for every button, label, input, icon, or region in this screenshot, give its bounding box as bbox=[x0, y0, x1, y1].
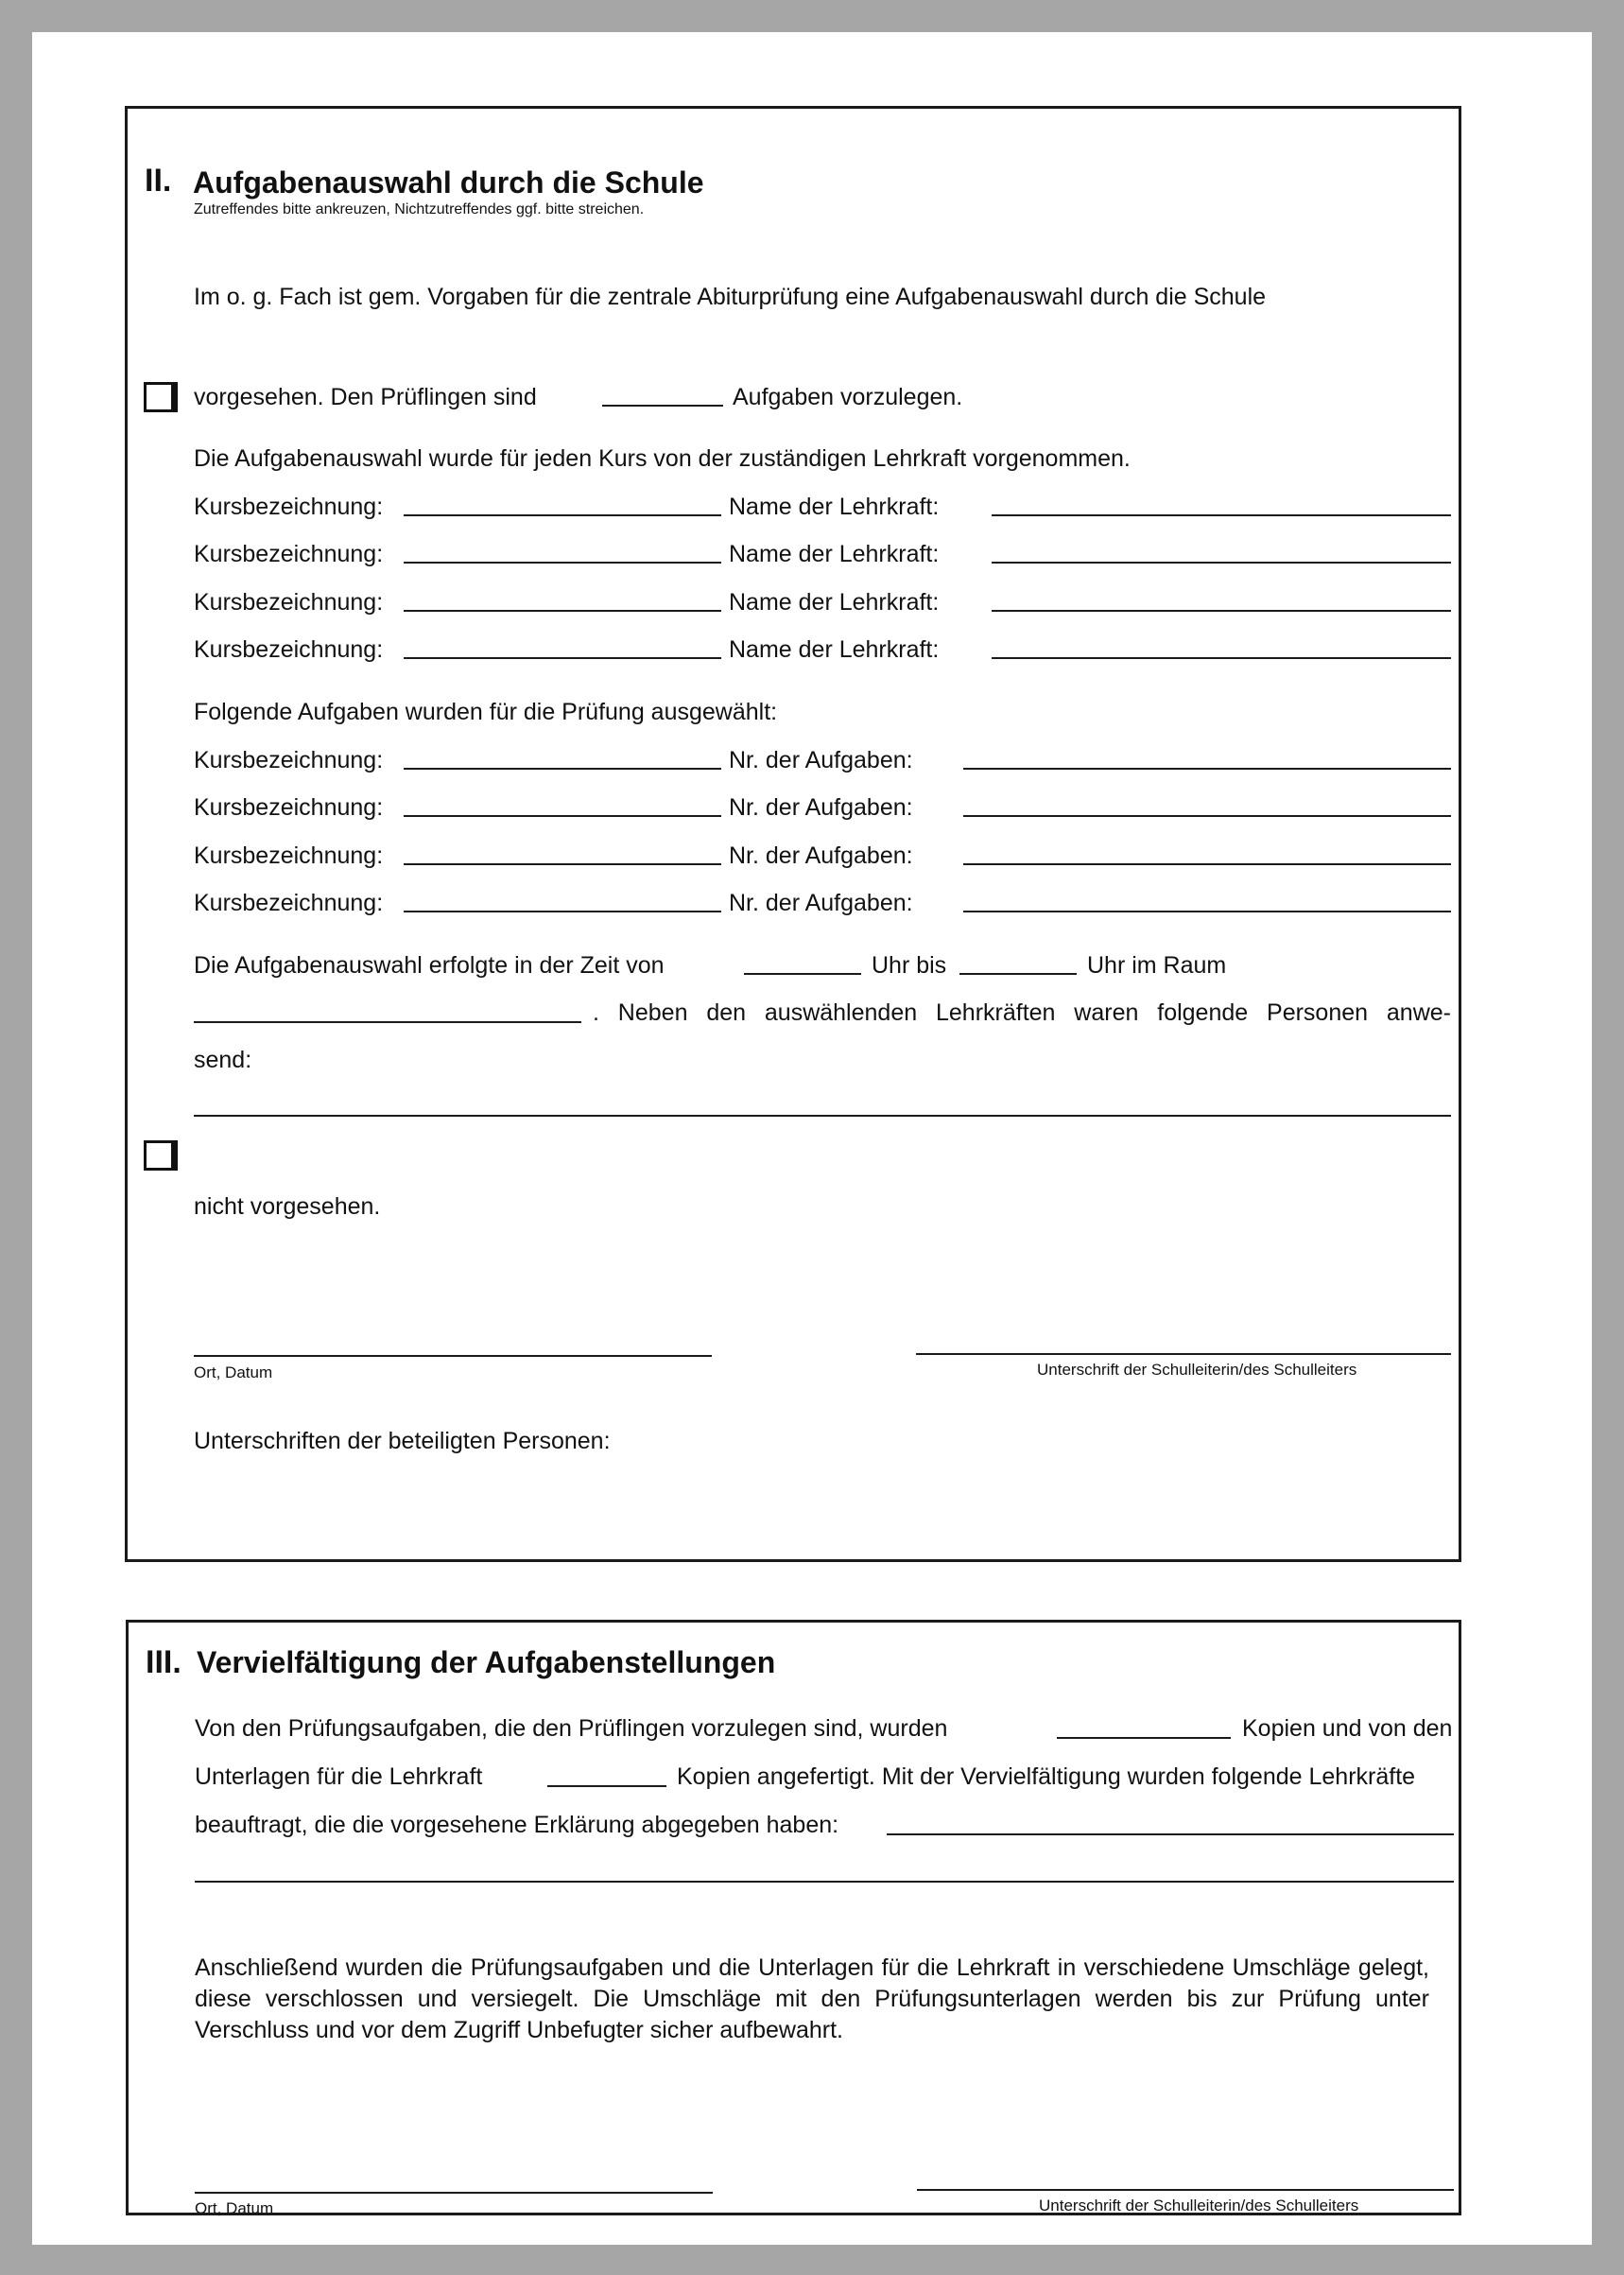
task-count-field[interactable] bbox=[602, 405, 723, 407]
time-prefix: Die Aufgabenauswahl erfolgte in der Zeit von bbox=[194, 952, 665, 979]
course-field[interactable] bbox=[404, 911, 721, 912]
course-field[interactable] bbox=[404, 815, 721, 817]
course-label: Kursbezeichnung: bbox=[194, 794, 384, 821]
option-yes-suffix: Aufgaben vorzulegen. bbox=[733, 384, 963, 410]
teacher-field[interactable] bbox=[992, 657, 1451, 659]
course-field[interactable] bbox=[404, 657, 721, 659]
place-date-field[interactable] bbox=[194, 1355, 712, 1357]
copies-line1-suffix: Kopien und von den bbox=[1242, 1715, 1453, 1742]
section-number: II. bbox=[145, 163, 172, 199]
teacher-label: Name der Lehrkraft: bbox=[729, 494, 940, 520]
tasks-intro: Folgende Aufgaben wurden für die Prüfung ausgewählt: bbox=[194, 699, 778, 725]
copies-count-field[interactable] bbox=[1057, 1737, 1231, 1739]
teacher-field[interactable] bbox=[992, 610, 1451, 612]
tasks-label: Nr. der Aufgaben: bbox=[729, 747, 913, 773]
course-field[interactable] bbox=[404, 863, 721, 865]
signature-field[interactable] bbox=[917, 2189, 1454, 2191]
tasks-field[interactable] bbox=[963, 768, 1451, 770]
section-iii-box bbox=[126, 1620, 1461, 2215]
copies-line3: beauftragt, die die vorgesehene Erklärung abgegeben haben: bbox=[195, 1812, 839, 1838]
participants-label: Unterschriften der beteiligten Personen: bbox=[194, 1428, 611, 1454]
room-field[interactable] bbox=[194, 1021, 581, 1023]
section-number: III. bbox=[146, 1644, 181, 1680]
teacher-field[interactable] bbox=[992, 514, 1451, 516]
place-date-field[interactable] bbox=[195, 2192, 713, 2194]
intro-text: Im o. g. Fach ist gem. Vorgaben für die zentrale Abiturprüfung eine Aufgabenauswahl durch die Schule bbox=[194, 284, 1267, 310]
tasks-field[interactable] bbox=[963, 815, 1451, 817]
course-field[interactable] bbox=[404, 610, 721, 612]
teacher-label: Name der Lehrkraft: bbox=[729, 541, 940, 567]
time-from-field[interactable] bbox=[744, 973, 861, 975]
copies-line2-prefix: Unterlagen für die Lehrkraft bbox=[195, 1763, 483, 1790]
tasks-label: Nr. der Aufgaben: bbox=[729, 842, 913, 869]
section-instruction: Zutreffendes bitte ankreuzen, Nichtzutreffendes ggf. bitte streichen. bbox=[194, 201, 645, 217]
option-yes-prefix: vorgesehen. Den Prüflingen sind bbox=[194, 384, 537, 410]
time-to-field[interactable] bbox=[959, 973, 1077, 975]
place-date-label: Ort, Datum bbox=[194, 1363, 273, 1381]
checkbox-vorgesehen[interactable] bbox=[144, 382, 178, 412]
signature-field[interactable] bbox=[916, 1353, 1451, 1355]
time-mid: Uhr bis bbox=[872, 952, 947, 979]
present-text: . Neben den auswählenden Lehrkräften waren folgende Personen anwe- bbox=[593, 999, 1451, 1026]
closing-paragraph: Anschließend wurden die Prüfungsaufgaben und die Unterlagen für die Lehrkraft in verschiedene Umschläge gelegt, diese verschlossen und versiegelt. Die Umschläge mit den Prüfungsunterlagen werden bis zur Prüfung unter Verschluss und vor dem Zugriff Unbefugter sicher aufbewahrt. bbox=[195, 1954, 1429, 2043]
signature-label: Unterschrift der Schulleiterin/des Schulleiters bbox=[1039, 2197, 1359, 2214]
teacher-label: Name der Lehrkraft: bbox=[729, 589, 940, 616]
option-no: nicht vorgesehen. bbox=[194, 1193, 381, 1220]
course-field[interactable] bbox=[404, 768, 721, 770]
teachers-field-cont[interactable] bbox=[195, 1881, 1454, 1883]
course-label: Kursbezeichnung: bbox=[194, 589, 384, 616]
course-label: Kursbezeichnung: bbox=[194, 541, 384, 567]
checkbox-nicht-vorgesehen[interactable] bbox=[144, 1140, 178, 1171]
teachers-field[interactable] bbox=[887, 1833, 1454, 1835]
teacher-intro: Die Aufgabenauswahl wurde für jeden Kurs von der zuständigen Lehrkraft vorgenommen. bbox=[194, 445, 1131, 472]
course-field[interactable] bbox=[404, 562, 721, 564]
course-label: Kursbezeichnung: bbox=[194, 890, 384, 916]
tasks-field[interactable] bbox=[963, 863, 1451, 865]
time-suffix: Uhr im Raum bbox=[1087, 952, 1227, 979]
copies-line2-suffix: Kopien angefertigt. Mit der Vervielfältigung wurden folgende Lehrkräfte bbox=[677, 1763, 1416, 1790]
teacher-field[interactable] bbox=[992, 562, 1451, 564]
present-persons-field[interactable] bbox=[194, 1115, 1451, 1117]
form-page bbox=[32, 32, 1592, 2245]
teacher-label: Name der Lehrkraft: bbox=[729, 636, 940, 663]
place-date-label: Ort, Datum bbox=[195, 2199, 274, 2217]
section-ii-box bbox=[125, 106, 1461, 1562]
course-label: Kursbezeichnung: bbox=[194, 842, 384, 869]
course-field[interactable] bbox=[404, 514, 721, 516]
course-label: Kursbezeichnung: bbox=[194, 636, 384, 663]
tasks-label: Nr. der Aufgaben: bbox=[729, 890, 913, 916]
tasks-label: Nr. der Aufgaben: bbox=[729, 794, 913, 821]
section-title: Aufgabenauswahl durch die Schule bbox=[193, 165, 704, 200]
tasks-field[interactable] bbox=[963, 911, 1451, 912]
signature-label: Unterschrift der Schulleiterin/des Schulleiters bbox=[1037, 1361, 1357, 1379]
teacher-copies-field[interactable] bbox=[547, 1785, 666, 1787]
course-label: Kursbezeichnung: bbox=[194, 494, 384, 520]
course-label: Kursbezeichnung: bbox=[194, 747, 384, 773]
copies-line1-prefix: Von den Prüfungsaufgaben, die den Prüflingen vorzulegen sind, wurden bbox=[195, 1715, 948, 1742]
present-cont: send: bbox=[194, 1047, 252, 1073]
section-title: Vervielfältigung der Aufgabenstellungen bbox=[197, 1645, 776, 1679]
